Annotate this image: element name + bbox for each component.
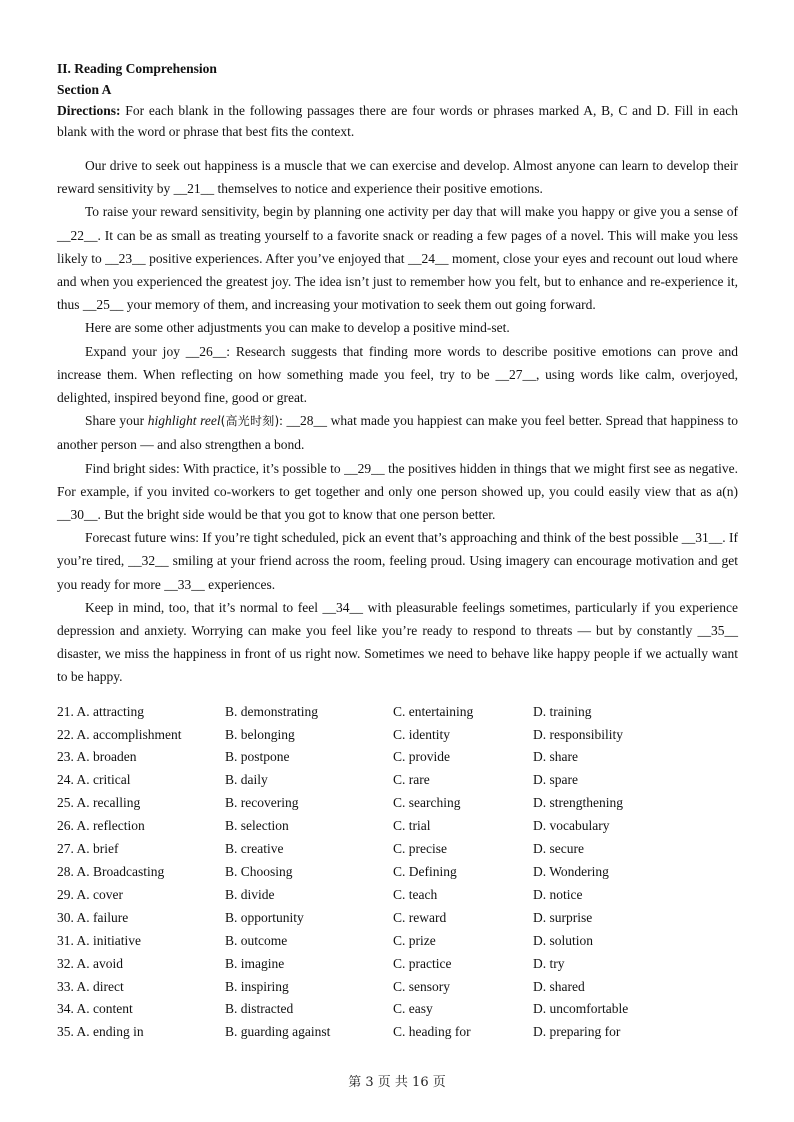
option-choice: D. responsibility (533, 726, 623, 742)
option-choice: 25. A. recalling (57, 795, 141, 811)
passage-paragraph: Expand your joy __26__: Research suggests that finding more words to describe positive emotions can prove and increase them. When reflecting on how something made you feel, try to be __27__, using words like calm, overjoyed, delighted, inspired beyond fine, good or great. (57, 343, 738, 406)
option-choice: 23. A. broaden (57, 749, 137, 765)
option-choice: 33. A. direct (57, 978, 124, 994)
option-row (57, 884, 738, 907)
option-choice: B. daily (225, 772, 268, 788)
option-choice: B. postpone (225, 749, 290, 765)
option-choice: C. provide (393, 749, 450, 765)
option-choice: B. distracted (225, 1001, 294, 1017)
option-row (57, 746, 738, 769)
option-choice: B. guarding against (225, 1024, 331, 1040)
option-choice: B. recovering (225, 795, 299, 811)
option-choice: C. entertaining (393, 703, 474, 719)
highlight-term: highlight reel (147, 413, 221, 429)
option-choice: D. share (533, 749, 578, 765)
option-row (57, 998, 738, 1021)
option-choice: C. trial (393, 818, 431, 834)
option-choice: B. imagine (225, 955, 285, 971)
option-choice: C. identity (393, 726, 450, 742)
option-choice: 24. A. critical (57, 772, 131, 788)
option-choice: B. divide (225, 886, 275, 902)
option-row (57, 907, 738, 930)
option-row (57, 838, 738, 861)
option-choice: 31. A. initiative (57, 932, 141, 948)
option-row (57, 701, 738, 724)
option-choice: B. inspiring (225, 978, 289, 994)
option-choice: C. easy (393, 1001, 433, 1017)
page-number: 第 3 页 共 16 页 (348, 1075, 446, 1090)
option-row (57, 861, 738, 884)
answer-options (57, 701, 738, 1045)
option-choice: 27. A. brief (57, 841, 119, 857)
option-choice: D. strengthening (533, 795, 623, 811)
option-choice: 32. A. avoid (57, 955, 123, 971)
option-choice: D. spare (533, 772, 578, 788)
option-choice: D. Wondering (533, 864, 609, 880)
paragraph-start: Share your (85, 413, 148, 429)
option-choice: B. creative (225, 841, 284, 857)
directions-label: Directions: (57, 103, 121, 118)
option-choice: C. prize (393, 932, 436, 948)
option-choice: C. precise (393, 841, 447, 857)
option-choice: C. teach (393, 886, 438, 902)
exam-page (57, 58, 738, 1044)
option-row (57, 953, 738, 976)
section-subtitle: Section A (57, 82, 112, 97)
option-choice: 28. A. Broadcasting (57, 864, 165, 880)
option-choice: D. solution (533, 932, 594, 948)
option-choice: C. Defining (393, 864, 457, 880)
option-choice: 34. A. content (57, 1001, 133, 1017)
option-choice: D. training (533, 703, 592, 719)
reading-passage (57, 154, 738, 689)
option-choice: D. notice (533, 886, 583, 902)
option-choice: D. surprise (533, 909, 593, 925)
option-choice: C. sensory (393, 978, 450, 994)
section-title: II. Reading Comprehension (57, 61, 217, 76)
option-choice: D. shared (533, 978, 585, 994)
passage-paragraph: Find bright sides: With practice, it’s possible to __29__ the positives hidden in things that we might first see as negative. For example, if you invited co-workers to get together and only one person showed up, you could easily view that as a(n) __30__. But the bright side would be that you got to know that one person better. (57, 460, 738, 523)
option-choice: B. belonging (225, 726, 295, 742)
option-choice: D. uncomfortable (533, 1001, 629, 1017)
option-choice: 35. A. ending in (57, 1024, 144, 1040)
option-choice: D. preparing for (533, 1024, 621, 1040)
option-choice: 26. A. reflection (57, 818, 145, 834)
passage-paragraph: Keep in mind, too, that it’s normal to feel __34__ with pleasurable feelings sometimes, particularly if you experience depression and anxiety. Worrying can make you feel like you’re ready to respond to threats — but by constantly __35__ disaster, we miss the happiness in front of us right now. Sometimes we need to behave like happy people if we actually want to be happy. (57, 599, 738, 685)
directions (57, 100, 738, 142)
option-choice: C. rare (393, 772, 430, 788)
passage-paragraph: Our drive to seek out happiness is a muscle that we can exercise and develop. Almost anyone can learn to develop their reward sensitivity by __21__ themselves to notice and experience their positive emotions. (57, 158, 738, 197)
option-choice: B. demonstrating (225, 703, 318, 719)
option-row (57, 769, 738, 792)
option-row (57, 792, 738, 815)
option-row (57, 724, 738, 747)
option-choice: D. try (533, 955, 565, 971)
option-choice: B. Choosing (225, 864, 293, 880)
option-choice: B. selection (225, 818, 289, 834)
option-choice: C. practice (393, 955, 452, 971)
option-choice: 22. A. accomplishment (57, 726, 182, 742)
option-choice: B. outcome (225, 932, 288, 948)
paragraph-end: : __28__ what made you happiest can make you feel better. Spread that happiness to another person — and also strengthen a bond. (57, 413, 738, 453)
option-choice: C. heading for (393, 1024, 471, 1040)
option-row (57, 976, 738, 999)
passage-paragraph: Forecast future wins: If you’re tight scheduled, pick an event that’s approaching and think of the best possible __31__. If you’re tired, __32__ smiling at your friend across the room, feeling proud. Using imagery can encourage motivation and get you ready for more __33__ experiences. (57, 530, 738, 592)
option-row (57, 930, 738, 953)
chinese-gloss: (高光时刻) (220, 414, 280, 429)
option-choice: C. searching (393, 795, 461, 811)
option-choice: B. opportunity (225, 909, 304, 925)
option-row (57, 1021, 738, 1044)
passage-paragraph (57, 409, 738, 456)
option-choice: C. reward (393, 909, 447, 925)
option-row (57, 815, 738, 838)
passage-paragraph: To raise your reward sensitivity, begin by planning one activity per day that will make you happy or give you a sense of __22__. It can be as small as treating yourself to a favorite snack or reading a few pages of a novel. This will make you less likely to __23__ positive experiences. After you’ve enjoyed that __24__ moment, close your eyes and recount out loud where and when you experienced the greatest joy. The idea isn’t just to remember how you felt, but to enhance and re-experience it, thus __25__ your memory of them, and increasing your motivation to seek them out going forward. (57, 204, 738, 313)
option-choice: 30. A. failure (57, 909, 129, 925)
option-choice: 29. A. cover (57, 886, 123, 902)
passage-paragraph: Here are some other adjustments you can make to develop a positive mind-set. (85, 320, 510, 336)
option-choice: D. vocabulary (533, 818, 610, 834)
option-choice: 21. A. attracting (57, 703, 144, 719)
option-choice: D. secure (533, 841, 584, 857)
directions-text: For each blank in the following passages there are four words or phrases marked A, B, C and D. Fill in each blank with the word or phrase that best fits the context. (57, 103, 738, 139)
